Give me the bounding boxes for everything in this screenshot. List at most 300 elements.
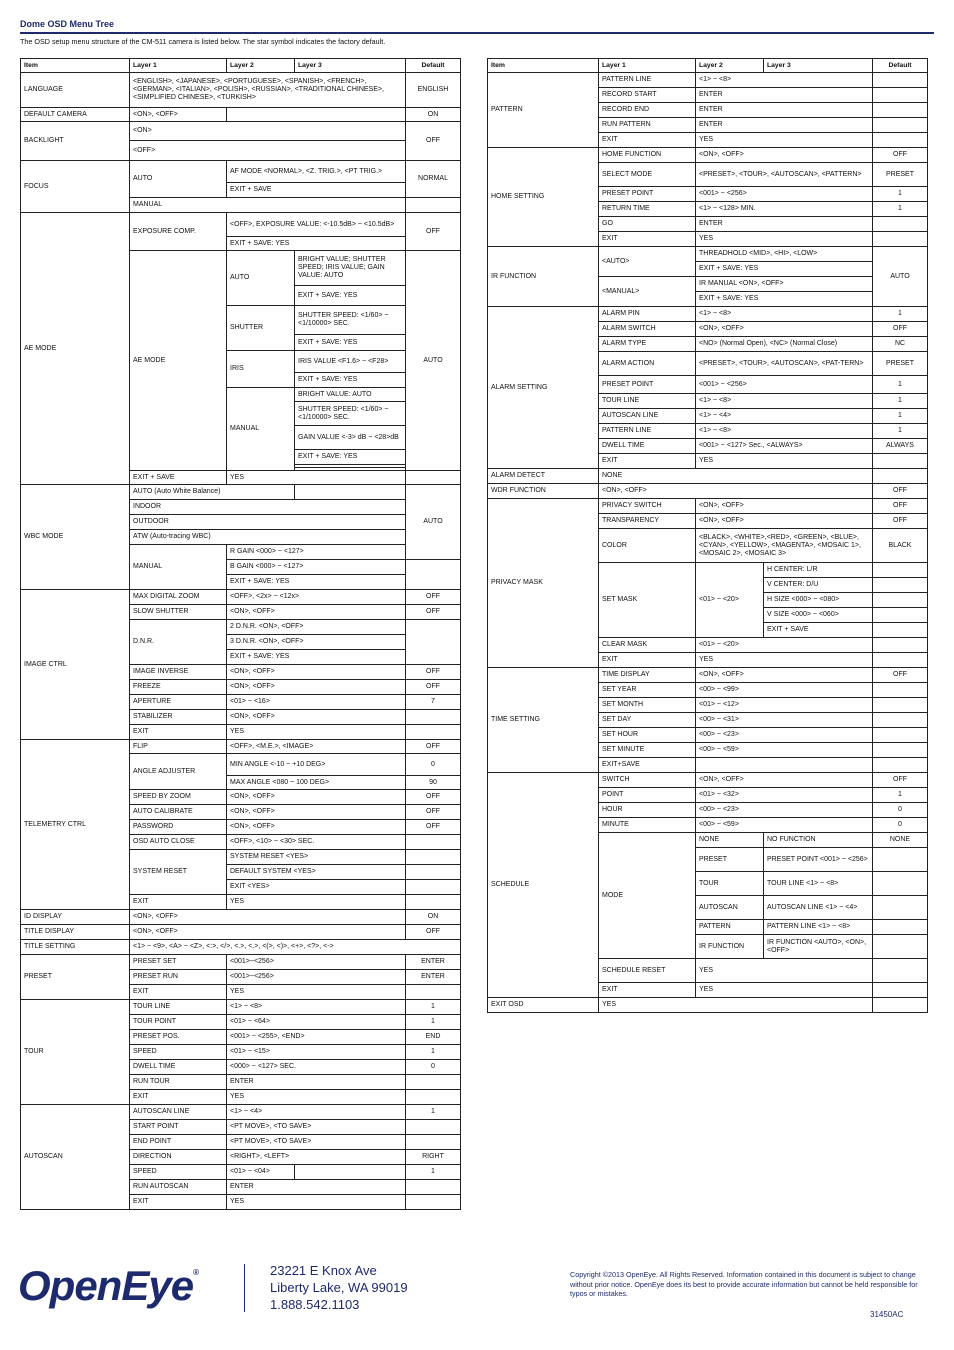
table-cell — [873, 638, 928, 653]
table-cell: AUTO — [130, 161, 227, 198]
table-cell — [873, 608, 928, 623]
table-row — [21, 955, 461, 970]
table-cell: PRESET — [873, 352, 928, 376]
table-cell — [406, 865, 461, 880]
table-cell: <000> ~ <127> SEC. — [227, 1060, 406, 1075]
table-cell: RIGHT — [406, 1150, 461, 1165]
table-row — [21, 1105, 461, 1120]
table-cell: <01> ~ <64> — [227, 1015, 406, 1030]
table-cell: EXIT — [599, 653, 696, 668]
table-cell: 7 — [406, 695, 461, 710]
table-cell: ID DISPLAY — [21, 910, 130, 925]
table-cell — [406, 1075, 461, 1090]
table-cell: FREEZE — [130, 680, 227, 695]
table-cell — [406, 710, 461, 725]
table-cell: <1> ~ <8> — [227, 1000, 406, 1015]
table-cell: SCHEDULE RESET — [599, 959, 696, 983]
table-cell: OFF — [406, 213, 461, 251]
table-cell: ENTER — [406, 955, 461, 970]
table-cell: EXPOSURE COMP. — [130, 213, 227, 251]
table-row — [21, 161, 461, 183]
table-cell: H CENTER: L/R — [764, 563, 873, 578]
table-cell: <1> ~ <8> — [696, 73, 873, 88]
table-cell — [873, 563, 928, 578]
table-cell: ENTER — [227, 1075, 406, 1090]
table-cell: <01> ~ <32> — [696, 788, 873, 803]
intro-text: The OSD setup menu structure of the CM-511 camera is listed below. The star symbol indicates the factory default. — [20, 37, 386, 46]
table-cell: ALARM SETTING — [488, 307, 599, 469]
table-cell: <ON>, <OFF> — [227, 665, 406, 680]
table-cell: R GAIN <000> ~ <127> — [227, 545, 406, 560]
table-cell: AUTO — [873, 247, 928, 307]
table-cell: IR FUNCTION — [696, 935, 764, 959]
header-l2: Layer 2 — [696, 59, 764, 73]
table-row — [488, 469, 928, 484]
table-cell — [873, 133, 928, 148]
table-cell: MANUAL — [130, 545, 227, 590]
table-cell: PATTERN LINE — [599, 73, 696, 88]
table-cell: NONE — [696, 833, 764, 848]
table-row — [21, 213, 461, 237]
table-row — [21, 122, 461, 141]
header-default: Default — [406, 59, 461, 73]
openeye-logo: OpenEye® — [18, 1262, 198, 1309]
table-cell: ON — [406, 108, 461, 122]
table-cell: TIME DISPLAY — [599, 668, 696, 683]
table-cell — [295, 485, 406, 500]
company-address — [270, 1262, 408, 1313]
table-cell: APERTURE — [130, 695, 227, 710]
table-row — [21, 59, 461, 73]
table-cell: <ON>, <OFF> — [130, 925, 406, 940]
table-row — [488, 484, 928, 499]
table-cell: NONE — [599, 469, 873, 484]
table-cell: <PT MOVE>, <TO SAVE> — [227, 1120, 406, 1135]
table-cell: DIRECTION — [130, 1150, 227, 1165]
table-cell: YES — [227, 471, 406, 485]
table-cell: <ON>, <OFF> — [599, 484, 873, 499]
table-cell: 3 D.N.R. <ON>, <OFF> — [227, 635, 406, 650]
table-cell: ATW (Auto-tracing WBC) — [130, 530, 406, 545]
table-cell — [873, 232, 928, 247]
table-cell: TOUR LINE <1> ~ <8> — [764, 872, 873, 896]
table-cell: <01> ~ <12> — [696, 698, 873, 713]
table-cell: BRIGHT VALUE; SHUTTER SPEED; IRIS VALUE; GAIN VALUE: AUTO — [295, 251, 406, 286]
table-cell: PATTERN LINE — [599, 424, 696, 439]
table-cell: YES — [696, 133, 873, 148]
table-row — [488, 148, 928, 163]
table-cell: YES — [599, 998, 873, 1013]
address-line-2: Liberty Lake, WA 99019 — [270, 1280, 408, 1295]
table-cell — [406, 1180, 461, 1195]
table-cell: 1 — [873, 394, 928, 409]
table-row — [21, 1000, 461, 1015]
table-cell: OFF — [873, 773, 928, 788]
table-cell: V CENTER: D/U — [764, 578, 873, 593]
table-cell: NONE — [873, 833, 928, 848]
table-row — [488, 247, 928, 262]
table-cell — [406, 1195, 461, 1210]
table-cell: <00> ~ <31> — [696, 713, 873, 728]
table-cell: <00> ~ <23> — [696, 803, 873, 818]
table-cell: PRESET POINT — [599, 376, 696, 394]
table-cell: END — [406, 1030, 461, 1045]
table-cell — [873, 713, 928, 728]
table-cell: YES — [696, 983, 873, 998]
header-l1: Layer 1 — [130, 59, 227, 73]
table-cell: EXIT — [130, 1195, 227, 1210]
table-cell: SLOW SHUTTER — [130, 605, 227, 620]
table-cell — [406, 1120, 461, 1135]
table-cell: PRIVACY SWITCH — [599, 499, 696, 514]
table-cell: END POINT — [130, 1135, 227, 1150]
table-row — [21, 73, 461, 108]
table-row — [21, 590, 461, 605]
table-cell: PRESET — [873, 163, 928, 187]
table-cell: PRESET POINT <001> ~ <256> — [764, 848, 873, 872]
table-cell — [873, 743, 928, 758]
table-cell: OFF — [406, 605, 461, 620]
table-cell: AUTO — [406, 251, 461, 471]
table-cell: MINUTE — [599, 818, 696, 833]
title-rule — [20, 32, 934, 34]
table-cell: OFF — [873, 499, 928, 514]
table-cell: PRESET POINT — [599, 187, 696, 202]
table-cell: SET DAY — [599, 713, 696, 728]
table-cell: AUTO — [406, 485, 461, 560]
table-cell: <ON>, <OFF> — [696, 773, 873, 788]
table-cell: SHUTTER SPEED: <1/60> ~ <1/10000> SEC. — [295, 306, 406, 335]
table-cell: <ON> — [130, 122, 406, 141]
table-cell: YES — [696, 959, 873, 983]
table-cell: OFF — [406, 665, 461, 680]
table-cell — [873, 728, 928, 743]
table-cell: YES — [227, 895, 406, 910]
table-cell: RECORD START — [599, 88, 696, 103]
table-cell: THREADHOLD <MID>, <HI>, <LOW> — [696, 247, 873, 262]
table-cell: MANUAL — [130, 198, 406, 213]
table-cell — [406, 471, 461, 485]
table-cell: AUTO — [227, 251, 295, 306]
table-cell: MANUAL — [227, 388, 295, 471]
table-cell: FOCUS — [21, 161, 130, 213]
table-cell — [406, 880, 461, 895]
table-cell: YES — [227, 725, 406, 740]
table-cell: IMAGE CTRL — [21, 590, 130, 740]
table-cell: <PRESET>, <TOUR>, <AUTOSCAN>, <PATTERN> — [696, 163, 873, 187]
table-row — [488, 668, 928, 683]
table-cell: EXIT — [130, 895, 227, 910]
table-cell — [873, 118, 928, 133]
table-cell: 1 — [406, 1105, 461, 1120]
table-cell: <ENGLISH>, <JAPANESE>, <PORTUGUESE>, <SPANISH>, <FRENCH>, <GERMAN>, <ITALIAN>, <POLISH>, <RUSSIAN>, <TRADITIONAL CHINESE>,<SIMPLIFIED CHINESE>, <TURKISH> — [130, 73, 406, 108]
table-cell: GAIN VALUE <-3> dB ~ <28>dB — [295, 426, 406, 450]
table-cell: EXIT — [130, 725, 227, 740]
table-cell — [873, 578, 928, 593]
table-cell: AUTOSCAN LINE — [130, 1105, 227, 1120]
table-cell — [406, 1090, 461, 1105]
header-l1: Layer 1 — [599, 59, 696, 73]
table-cell — [873, 959, 928, 983]
table-cell: WDR FUNCTION — [488, 484, 599, 499]
table-cell: PRESET RUN — [130, 970, 227, 985]
table-cell: OFF — [873, 322, 928, 337]
table-cell — [873, 469, 928, 484]
table-cell: SCHEDULE — [488, 773, 599, 998]
table-cell: EXIT + SAVE — [227, 183, 406, 198]
table-cell: ENTER — [406, 970, 461, 985]
table-cell: ENTER — [696, 217, 873, 232]
table-cell: <1> ~ <4> — [227, 1105, 406, 1120]
table-cell: 90 — [406, 776, 461, 790]
table-cell: <01> ~ <15> — [227, 1045, 406, 1060]
table-cell: FLIP — [130, 740, 227, 754]
header-item: Item — [21, 59, 130, 73]
table-cell: NO FUNCTION — [764, 833, 873, 848]
table-cell: TOUR LINE — [599, 394, 696, 409]
table-cell: TITLE SETTING — [21, 940, 130, 955]
table-cell: EXIT + SAVE: YES — [696, 262, 873, 277]
table-cell — [873, 593, 928, 608]
table-cell: START POINT — [130, 1120, 227, 1135]
table-cell: TIME SETTING — [488, 668, 599, 773]
table-cell: 1 — [873, 307, 928, 322]
table-cell: <1> ~ <8> — [696, 307, 873, 322]
table-cell: RUN AUTOSCAN — [130, 1180, 227, 1195]
table-cell: <ON>, <OFF> — [696, 148, 873, 163]
table-cell: HOME FUNCTION — [599, 148, 696, 163]
table-cell: BLACK — [873, 529, 928, 563]
table-cell — [873, 998, 928, 1013]
table-cell: 1 — [873, 202, 928, 217]
table-cell — [873, 623, 928, 638]
table-cell: <1> ~ <4> — [696, 409, 873, 424]
table-cell: B GAIN <000> ~ <127> — [227, 560, 406, 575]
table-cell: SYSTEM RESET — [130, 850, 227, 895]
table-cell: LANGUAGE — [21, 73, 130, 108]
page-title: Dome OSD Menu Tree — [20, 19, 115, 29]
table-cell: EXIT + SAVE: YES — [227, 650, 406, 665]
table-cell — [873, 698, 928, 713]
table-cell: ALARM DETECT — [488, 469, 599, 484]
table-cell: EXIT + SAVE: YES — [295, 450, 406, 465]
table-cell: 0 — [873, 803, 928, 818]
table-cell: PRESET POS. — [130, 1030, 227, 1045]
table-cell: POINT — [599, 788, 696, 803]
table-cell: IMAGE INVERSE — [130, 665, 227, 680]
table-cell: <001> ~ <256> — [696, 187, 873, 202]
table-cell: 0 — [406, 754, 461, 776]
table-cell: AUTO CALIBRATE — [130, 805, 227, 820]
table-cell: TITLE DISPLAY — [21, 925, 130, 940]
table-cell — [873, 920, 928, 935]
table-cell: OFF — [406, 925, 461, 940]
table-row — [21, 940, 461, 955]
phone-number: 1.888.542.1103 — [270, 1297, 360, 1312]
table-cell: <OFF>, <10> ~ <30> SEC. — [227, 835, 406, 850]
table-cell: <OFF>, <2x> ~ <12x> — [227, 590, 406, 605]
table-row — [488, 499, 928, 514]
table-cell: <00> ~ <23> — [696, 728, 873, 743]
table-cell: EXIT — [599, 983, 696, 998]
header-default: Default — [873, 59, 928, 73]
table-cell — [873, 73, 928, 88]
table-cell — [406, 1135, 461, 1150]
table-cell: <01> ~ <20> — [696, 563, 764, 638]
table-cell: INDOOR — [130, 500, 406, 515]
table-cell: NORMAL — [406, 161, 461, 198]
table-cell: ALARM ACTION — [599, 352, 696, 376]
table-cell: <001>~<256> — [227, 970, 406, 985]
table-row — [21, 925, 461, 940]
table-cell — [873, 872, 928, 896]
table-cell: <ON>, <OFF> — [696, 514, 873, 529]
table-cell — [696, 758, 873, 773]
table-cell: TOUR POINT — [130, 1015, 227, 1030]
table-cell: YES — [696, 454, 873, 469]
table-cell: AUTOSCAN — [696, 896, 764, 920]
table-cell — [406, 725, 461, 740]
table-cell: EXIT+SAVE — [599, 758, 696, 773]
table-cell: GO — [599, 217, 696, 232]
table-cell: <ON>, <OFF> — [227, 680, 406, 695]
table-cell: EXIT — [130, 985, 227, 1000]
table-cell: OFF — [873, 484, 928, 499]
table-cell: SWITCH — [599, 773, 696, 788]
table-cell: <001>~<256> — [227, 955, 406, 970]
table-cell: YES — [227, 1090, 406, 1105]
menu-table-right — [487, 58, 928, 1013]
table-cell: 1 — [406, 1015, 461, 1030]
table-cell: HOME SETTING — [488, 148, 599, 247]
table-cell: 0 — [406, 1060, 461, 1075]
table-cell: OFF — [873, 148, 928, 163]
table-cell: PATTERN LINE <1> ~ <8> — [764, 920, 873, 935]
table-cell — [873, 983, 928, 998]
table-cell — [873, 103, 928, 118]
table-cell: SELECT MODE — [599, 163, 696, 187]
table-cell: 1 — [873, 424, 928, 439]
table-cell: 0 — [873, 818, 928, 833]
table-cell: OFF — [406, 790, 461, 805]
table-cell: OFF — [873, 668, 928, 683]
table-cell — [873, 758, 928, 773]
table-cell: RUN PATTERN — [599, 118, 696, 133]
table-cell: RETURN TIME — [599, 202, 696, 217]
table-cell: ENTER — [696, 103, 873, 118]
table-cell: <ON>, <OFF> — [696, 322, 873, 337]
table-cell: TOUR LINE — [130, 1000, 227, 1015]
address-line-1: 23221 E Knox Ave — [270, 1263, 377, 1278]
header-l2: Layer 2 — [227, 59, 295, 73]
table-cell: ALWAYS — [873, 439, 928, 454]
table-cell: <ON>, <OFF> — [227, 605, 406, 620]
table-cell: 1 — [406, 1000, 461, 1015]
table-row — [21, 740, 461, 754]
table-cell: 1 — [873, 409, 928, 424]
table-cell: PATTERN — [696, 920, 764, 935]
table-cell: <OFF> — [130, 141, 406, 161]
table-row — [488, 307, 928, 322]
document-number: 31450AC — [870, 1310, 904, 1319]
table-cell: <001> ~ <127> Sec., <ALWAYS> — [696, 439, 873, 454]
table-cell: DWELL TIME — [599, 439, 696, 454]
table-cell: ALARM TYPE — [599, 337, 696, 352]
table-row — [488, 73, 928, 88]
table-cell: YES — [696, 653, 873, 668]
table-cell: <00> ~ <59> — [696, 743, 873, 758]
table-row — [488, 773, 928, 788]
table-cell: DEFAULT SYSTEM <YES> — [227, 865, 406, 880]
table-cell: MAX ANGLE <080 ~ 100 DEG> — [227, 776, 406, 790]
table-cell: <ON>, <OFF> — [227, 710, 406, 725]
table-cell: OFF — [406, 680, 461, 695]
table-cell: EXIT + SAVE: YES — [227, 575, 406, 590]
table-cell: ENTER — [696, 88, 873, 103]
table-cell — [873, 88, 928, 103]
table-cell: RECORD END — [599, 103, 696, 118]
table-cell: EXIT — [599, 133, 696, 148]
table-cell — [406, 560, 461, 590]
table-cell: EXIT + SAVE: YES — [227, 237, 406, 251]
table-cell: TELEMETRY CTRL — [21, 740, 130, 910]
table-cell: <01> ~ <04> — [227, 1165, 295, 1180]
table-cell: AF MODE <NORMAL>, <Z. TRIG.>, <PT TRIG.> — [227, 161, 406, 183]
table-row — [488, 59, 928, 73]
table-cell: 1 — [406, 1165, 461, 1180]
table-cell: AUTOSCAN LINE <1> ~ <4> — [764, 896, 873, 920]
table-cell — [406, 835, 461, 850]
table-cell: PRESET — [696, 848, 764, 872]
table-row — [21, 910, 461, 925]
table-cell: <BLACK>, <WHITE>,<RED>, <GREEN>, <BLUE>, <CYAN>, <YELLOW>, <MAGENTA>, <MOSAIC 1>, <MOSAIC 2>, <MOSAIC 3> — [696, 529, 873, 563]
table-cell: BRIGHT VALUE: AUTO — [295, 388, 406, 402]
table-cell: STABILIZER — [130, 710, 227, 725]
table-cell: SET MASK — [599, 563, 696, 638]
table-row — [21, 108, 461, 122]
table-cell: WBC MODE — [21, 485, 130, 590]
table-cell: <ON>, <OFF> — [130, 910, 406, 925]
table-cell — [873, 653, 928, 668]
table-cell: <RIGHT>, <LEFT> — [227, 1150, 406, 1165]
table-cell: H SIZE <000> ~ <080> — [764, 593, 873, 608]
table-cell: <1> ~ <8> — [696, 394, 873, 409]
table-row — [21, 485, 461, 500]
table-cell: MAX DIGITAL ZOOM — [130, 590, 227, 605]
table-cell: D.N.R. — [130, 620, 227, 665]
table-cell: OFF — [406, 740, 461, 754]
table-cell: PASSWORD — [130, 820, 227, 835]
footer-divider — [244, 1264, 245, 1312]
table-cell: ANGLE ADJUSTER — [130, 754, 227, 790]
table-cell: <1> ~ <9>, <A> ~ <Z>, <:>, </>, <.>, <.>, <(>, <)>, <+>, <?>, <-> — [130, 940, 461, 955]
table-cell: ENTER — [227, 1180, 406, 1195]
table-cell: <ON>, <OFF> — [696, 668, 873, 683]
table-cell: <OFF>, <M.E.>, <IMAGE> — [227, 740, 406, 754]
table-cell: 1 — [873, 187, 928, 202]
table-cell: EXIT + SAVE — [764, 623, 873, 638]
table-cell: <1> ~ <8> — [696, 424, 873, 439]
table-cell: SPEED BY ZOOM — [130, 790, 227, 805]
table-cell: <00> ~ <59> — [696, 818, 873, 833]
table-cell: TRANSPARENCY — [599, 514, 696, 529]
table-cell: <ON>, <OFF> — [696, 499, 873, 514]
table-cell: OSD AUTO CLOSE — [130, 835, 227, 850]
table-cell — [873, 683, 928, 698]
table-cell: <00> ~ <99> — [696, 683, 873, 698]
table-cell: <PT MOVE>, <TO SAVE> — [227, 1135, 406, 1150]
table-row — [488, 998, 928, 1013]
